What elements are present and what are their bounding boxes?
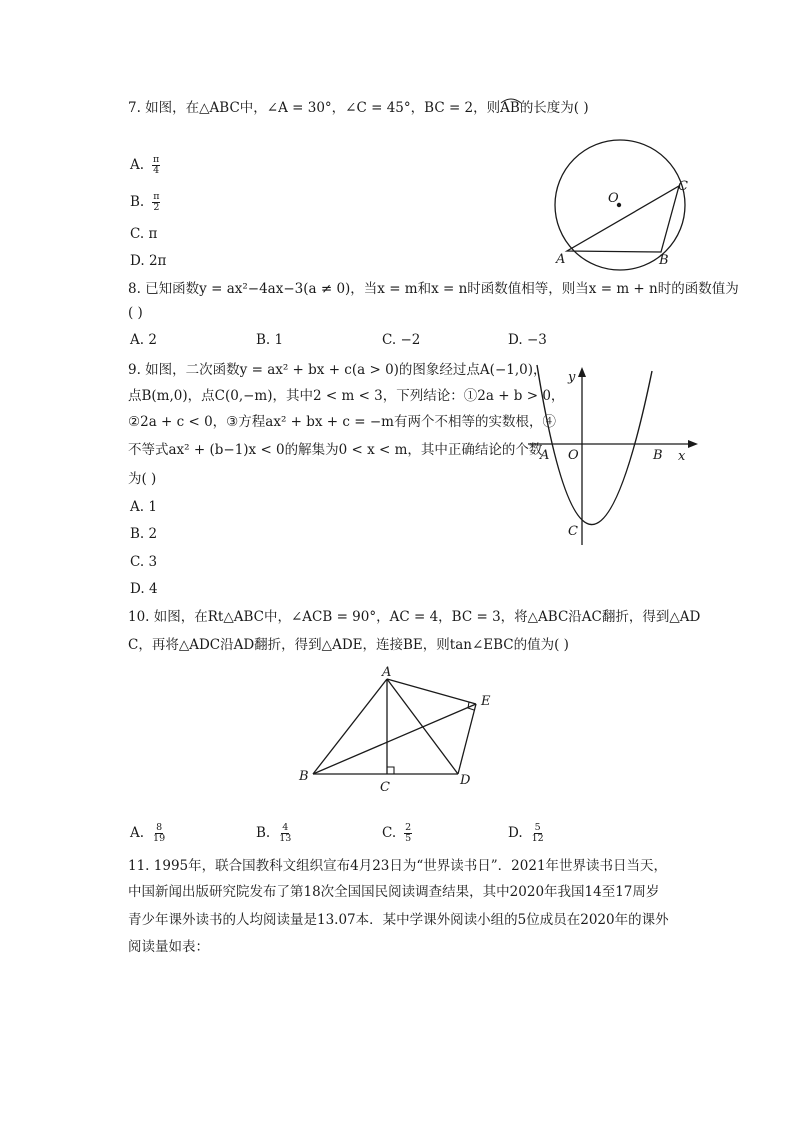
label-b: B [659,253,669,268]
label-d: D [460,773,471,788]
arc-ab-label: AB [500,99,520,117]
label-o: O [608,191,619,206]
q7-circle-figure [545,135,705,295]
fraction: $\frac{5}{12}$ [531,822,544,844]
q7-option-a[interactable]: A. $\frac{\pi}{4}$ [130,154,160,176]
fraction: $\frac{\pi}{4}$ [153,154,160,176]
fraction: $\frac{\pi}{2}$ [153,191,160,213]
q11-stem-line: 11. 1995年，联合国教科文组织宣布4月23日为“世界读书日”．2021年世界读书日当天， [128,858,668,874]
label-a: A [540,448,550,463]
label-b: B [653,448,663,463]
fraction: $\frac{8}{19}$ [153,822,166,844]
q8-stem: 8. 已知函数y = ax²−4ax−3(a ≠ 0)，当x = m和x = n时函数值相等，则当x = m + n时的函数值为 [128,281,739,297]
label-y: y [568,370,576,385]
segment-ab [313,679,387,774]
q9-stem-line: ②2a + c < 0，③方程ax² + bx + c = −m有两个不相等的实数根，④ [128,414,556,430]
q8-stem-continued: ( ) [128,305,143,321]
q10-option-d[interactable]: D. $\frac{5}{12}$ [508,822,544,844]
q8-option-c[interactable]: C. −2 [382,332,421,348]
label-a: A [382,665,392,680]
q9-option-c[interactable]: C. 3 [130,554,158,570]
q10-option-c[interactable]: C. $\frac{2}{5}$ [382,822,412,844]
arc-symbol-icon [500,96,522,104]
y-axis-arrow-icon [578,367,586,377]
fraction: $\frac{2}{5}$ [405,822,412,844]
q11-stem-line: 中国新闻出版研究院发布了第18次全国国民阅读调查结果，其中2020年我国14至17周岁 [128,884,660,900]
q10-stem-line: C，再将△ADC沿AD翻折，得到△ADE，连接BE，则tan∠EBC的值为( ) [128,637,569,653]
label-x: x [678,449,686,464]
q9-option-d[interactable]: D. 4 [130,581,158,597]
q9-stem-line: 为( ) [128,471,157,487]
label-c: C [678,179,688,194]
q7-option-c[interactable]: C. π [130,226,158,242]
q11-stem-line: 阅读量如表： [128,939,209,955]
q7-option-d[interactable]: D. 2π [130,253,167,269]
label-a: A [556,252,566,267]
label-c: C [568,524,578,539]
q11-stem-line: 青少年课外读书的人均阅读量是13.07本．某中学课外阅读小组的5位成员在2020年的课外 [128,912,669,928]
segment-be [313,704,476,774]
q9-stem-line: 点B(m,0)，点C(0,−m)，其中2 < m < 3，下列结论：①2a + b > 0， [128,388,565,404]
q8-option-d[interactable]: D. −3 [508,332,547,348]
label-e: E [481,694,491,709]
q9-stem-line: 9. 如图，二次函数y = ax² + bx + c(a > 0)的图象经过点A(−1,0)， [128,362,547,378]
label-b: B [299,769,309,784]
q10-stem-line: 10. 如图，在Rt△ABC中，∠ACB = 90°，AC = 4，BC = 3，将△ABC沿AC翻折，得到△AD [128,609,701,625]
q7-option-b[interactable]: B. $\frac{\pi}{2}$ [130,191,160,213]
segment-ae [387,679,476,704]
q10-option-b[interactable]: B. $\frac{4}{13}$ [256,822,292,844]
q9-option-a[interactable]: A. 1 [130,499,157,515]
segment-de [458,704,476,774]
right-angle-mark-c [387,767,394,774]
q9-parabola-figure [522,365,702,550]
q10-option-a[interactable]: A. $\frac{8}{19}$ [130,822,166,844]
q8-option-b[interactable]: B. 1 [256,332,284,348]
q9-stem-line: 不等式ax² + (b−1)x < 0的解集为0 < x < m，其中正确结论的个数 [128,442,543,458]
q7-stem: 7. 如图，在△ABC中，∠A = 30°，∠C = 45°，BC = 2，则 AB的长度为( ) [128,99,589,117]
fraction: $\frac{4}{13}$ [279,822,292,844]
label-c: C [380,780,390,795]
x-axis-arrow-icon [688,440,698,448]
q9-option-b[interactable]: B. 2 [130,526,158,542]
q8-option-a[interactable]: A. 2 [130,332,157,348]
triangle-abc [567,186,679,252]
q10-triangle-figure [296,662,516,795]
parabola-curve [537,365,652,525]
label-o: O [568,448,579,463]
